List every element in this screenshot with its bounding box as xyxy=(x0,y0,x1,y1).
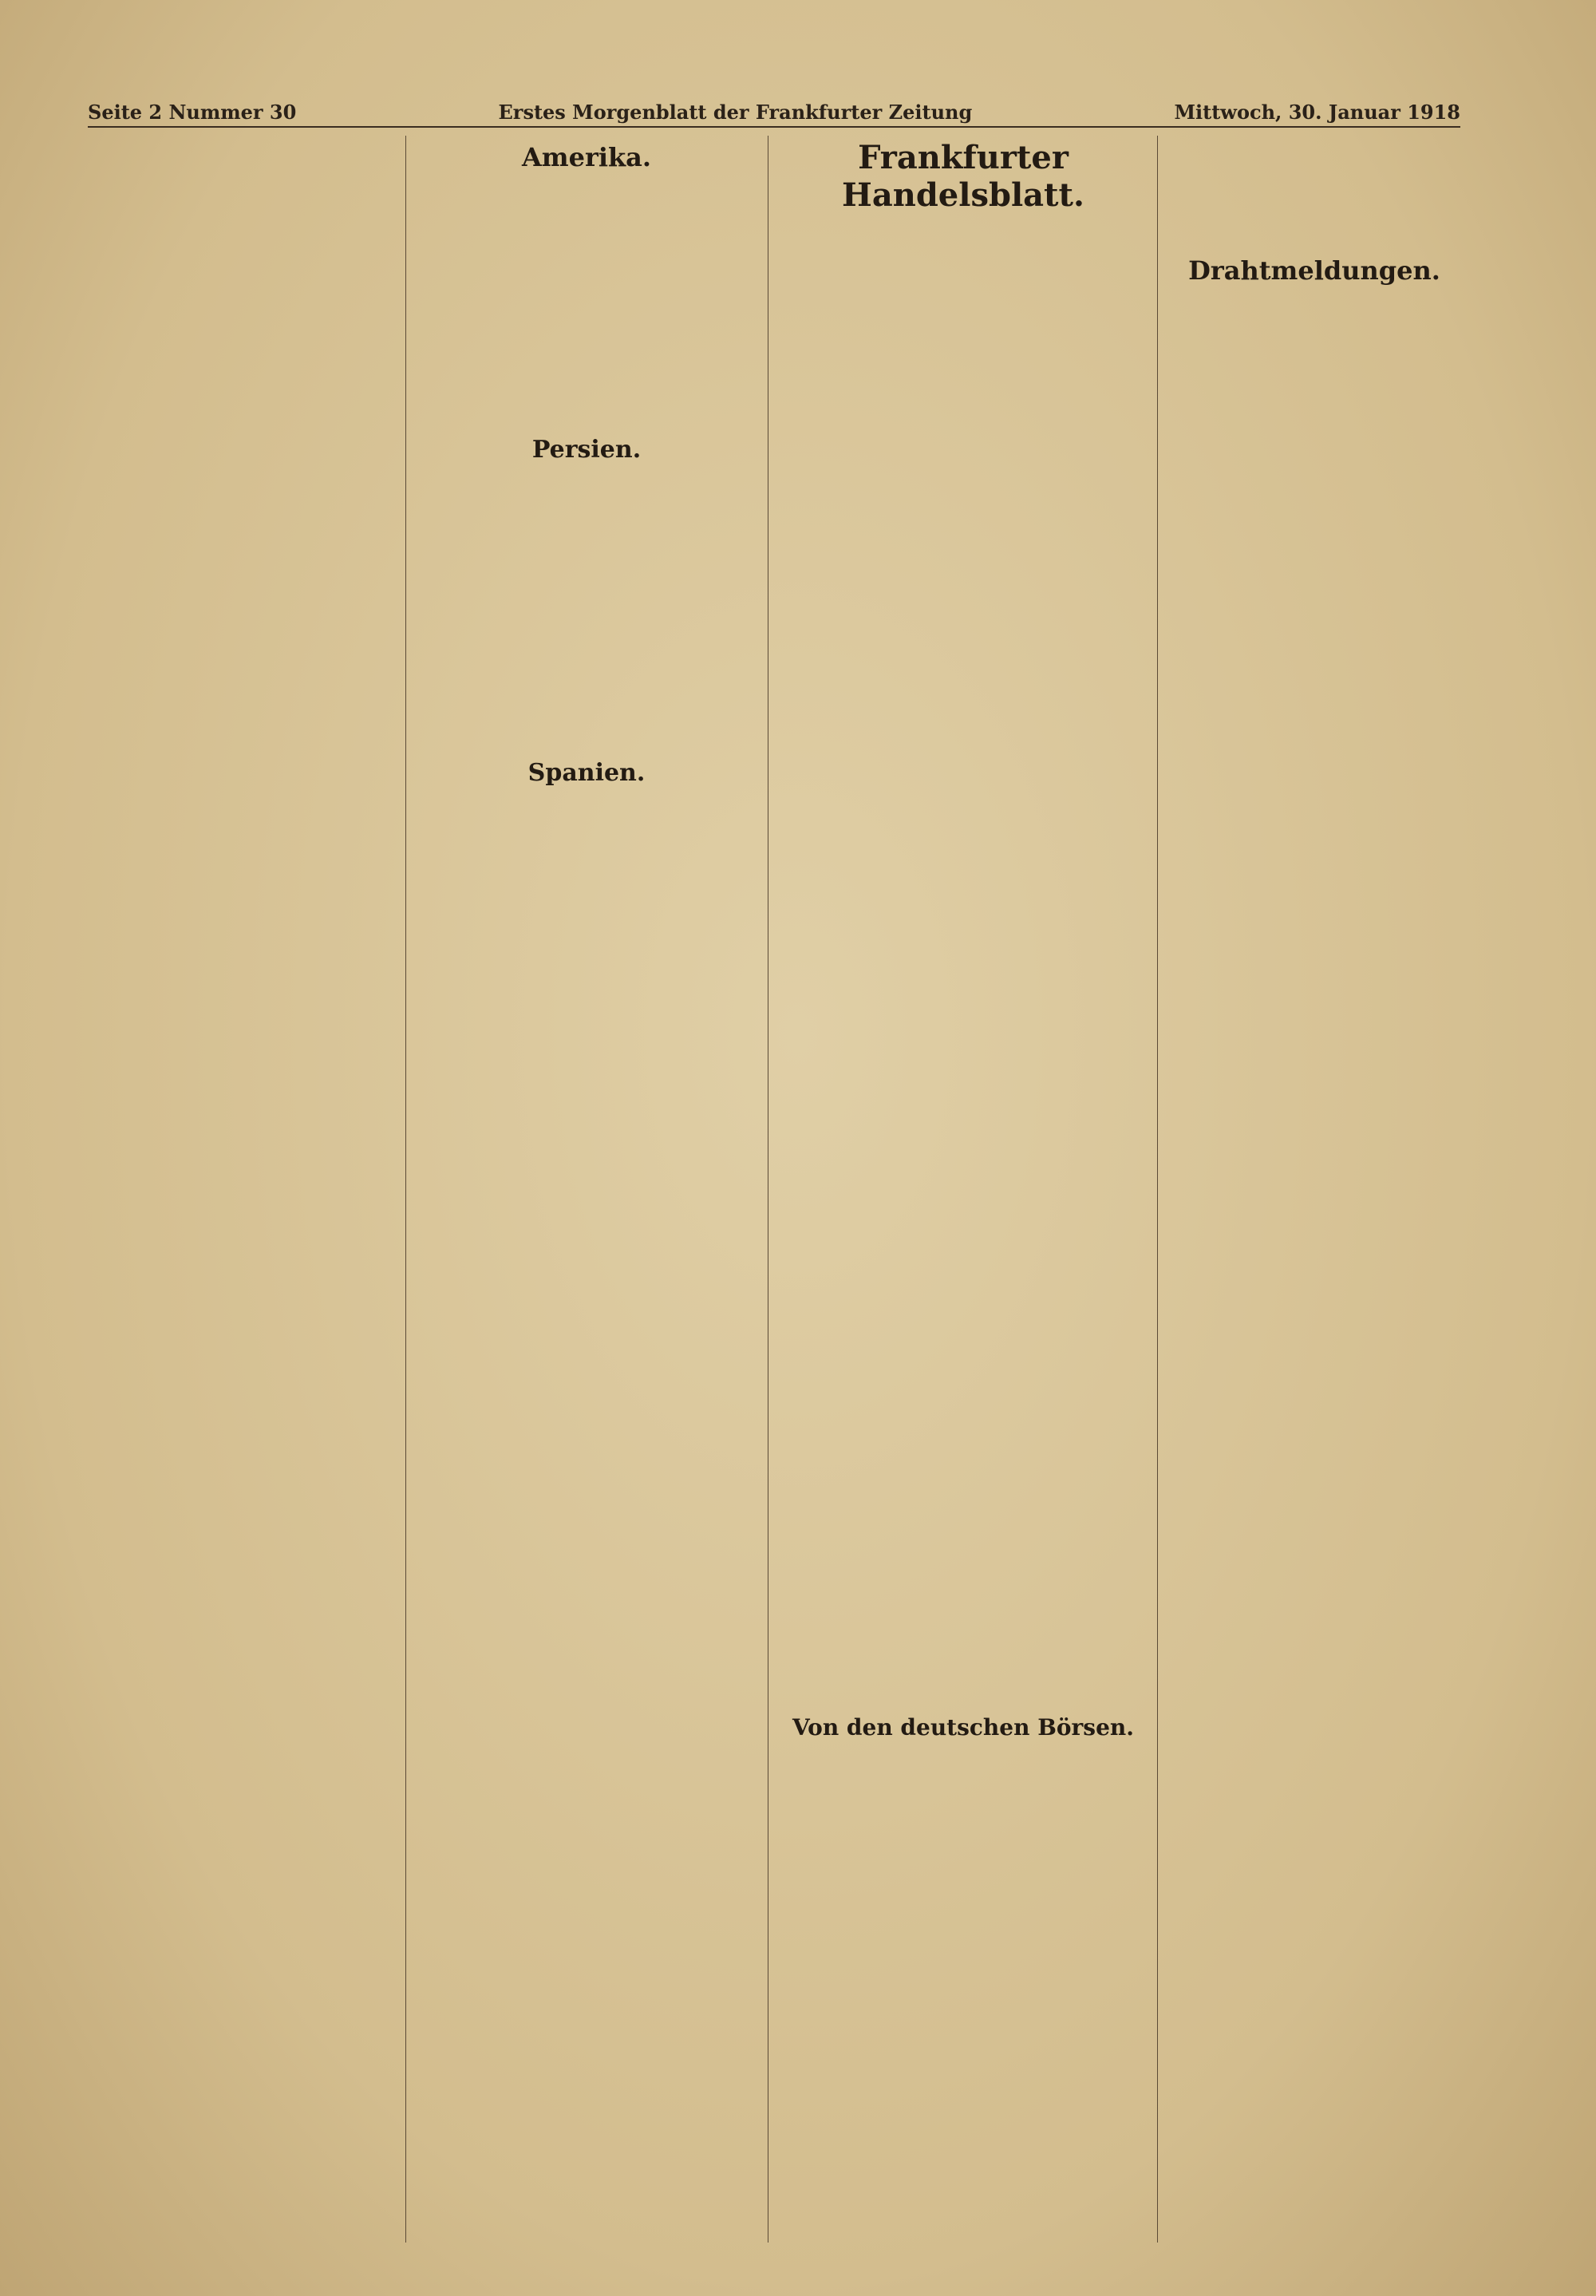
column-rule xyxy=(1157,136,1158,2243)
column-2 xyxy=(415,136,758,2243)
section-heading: Frankfurter Handelsblatt. xyxy=(842,139,1084,214)
column-4 xyxy=(1167,136,1462,2243)
issue-date: Mittwoch, 30. Januar 1918 xyxy=(1174,100,1460,124)
masthead: Erstes Morgenblatt der Frankfurter Zeitung xyxy=(498,100,973,124)
section-heading: Drahtmeldungen. xyxy=(1188,255,1440,286)
page-header xyxy=(88,97,1460,128)
section-heading: Persien. xyxy=(531,436,642,464)
section-heading: Amerika. xyxy=(521,142,652,172)
section-heading: Spanien. xyxy=(527,759,646,787)
section-heading: Von den deutschen Börsen. xyxy=(792,1714,1134,1741)
column-1 xyxy=(89,136,397,2243)
page-number: Seite 2 Nummer 30 xyxy=(88,100,297,124)
column-3 xyxy=(777,136,1149,2243)
column-rule xyxy=(405,136,406,2243)
